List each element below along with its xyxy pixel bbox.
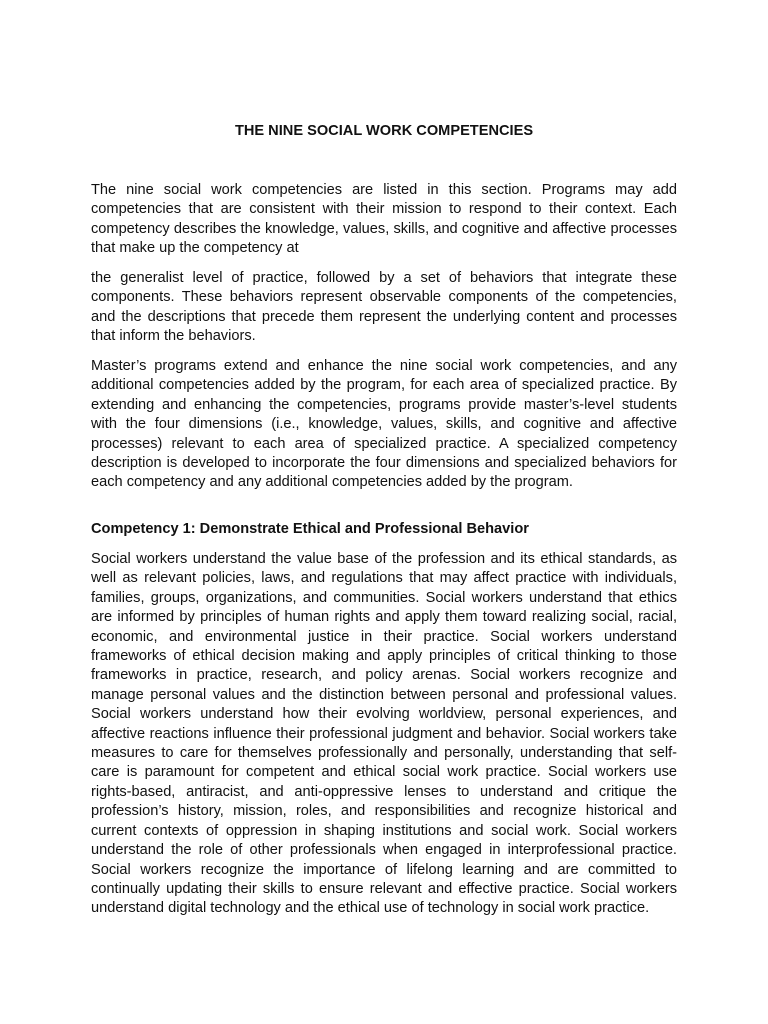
masters-paragraph: Master’s programs extend and enhance the nine social work competencies, and any additional competencies added by the program, for each area of specialized practice. By extending and enhancing the competencies, programs provide master’s-level students with the four dimensions (i.e., knowledge, values, skills, and cognitive and affective processes) relevant to each area of specialized practice. A specialized competency description is developed to incorporate the four dimensions and specialized behaviors for each competency and any additional competencies added by the program. xyxy=(91,358,677,491)
document-title: THE NINE SOCIAL WORK COMPETENCIES xyxy=(234,123,534,139)
intro-paragraph: The nine social work competencies are listed in this section. Programs may add competencies that are consistent with their mission to respond to their context. Each competency describes the knowledge, values, skills, and cognitive and affective processes that make up the competency at xyxy=(91,182,677,257)
competency-1-paragraph: Social workers understand the value base of the profession and its ethical standards, as well as relevant policies, laws, and regulations that may affect practice with individuals, families, groups, organizations, and communities. Social workers understand that ethics are informed by principles of human rights and apply them toward realizing social, racial, economic, and environmental justice in their practice. Social workers understand frameworks of ethical decision making and apply principles of critical thinking to those frameworks in practice, research, and policy arenas. Social workers recognize and manage personal values and the distinction between personal and professional values. Social workers understand how their evolving worldview, personal experiences, and affective reactions influence their professional judgment and behavior. Social workers take measures to care for themselves professionally and personally, understanding that self-care is paramount for competent and ethical social work practice. Social workers use rights-based, antiracist, and anti-oppressive lenses to understand and critique the profession’s history, mission, roles, and responsibilities and recognize historical and current contexts of oppression in shaping institutions and social work. Social workers understand the role of other professionals when engaged in interprofessional practice. Social workers recognize the importance of lifelong learning and are committed to continually updating their skills to ensure relevant and effective practice. Social workers understand digital technology and the ethical use of technology in social work practice. xyxy=(91,551,677,917)
generalist-paragraph: the generalist level of practice, followed by a set of behaviors that integrate these components. These behaviors represent observable components of the competencies, and the descriptions that precede them represent the underlying content and processes that inform the behaviors. xyxy=(91,270,677,345)
competency-1-heading: Competency 1: Demonstrate Ethical and Professional Behavior xyxy=(91,521,529,537)
